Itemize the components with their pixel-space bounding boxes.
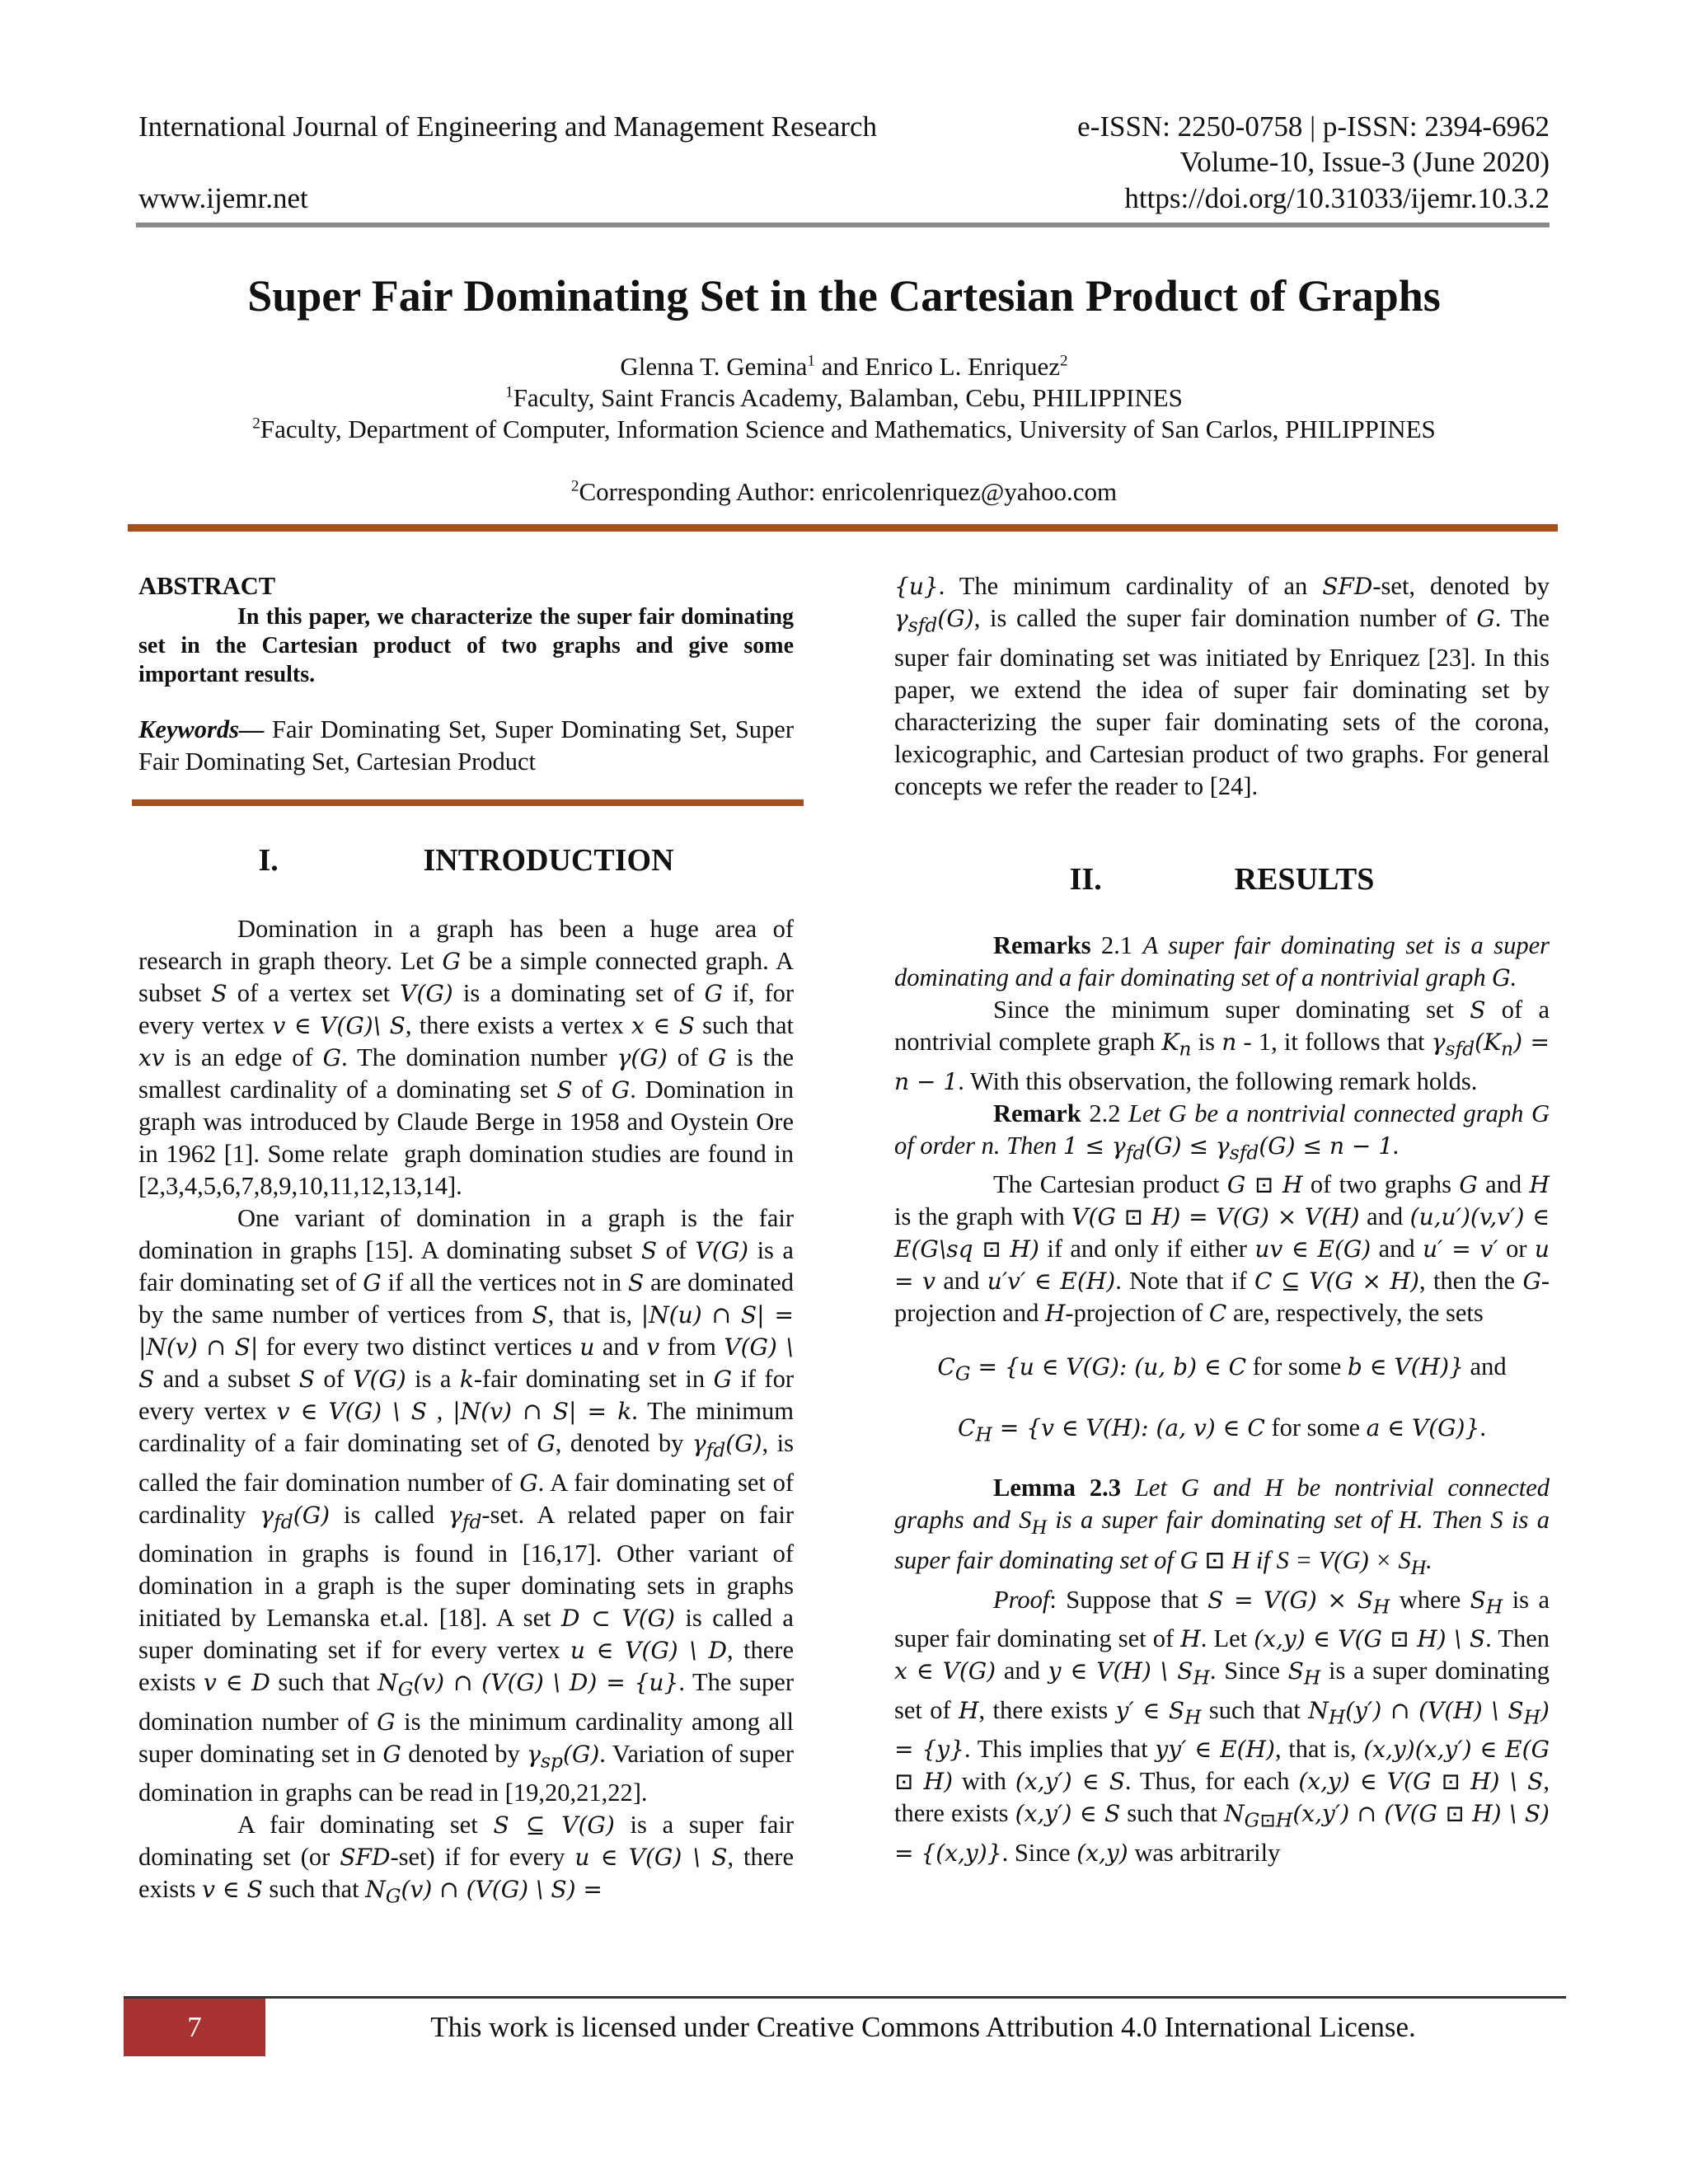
- results-text: Remarks 2.1 A super fair dominating set is a super dominating and a fair dominating set of a nontrivial graph G. Since the minimum super dominating set S of a nontrivial complete graph $K_n$ is n - 1, it follows that $\gamma_{sfd}(K_n) = n - 1$. With this observation, the following remark holds. Remark 2.2 Let G be a nontrivial connected graph G of order n. Then $1 \le \gamma_{fd}(G) \le \gamma_{sfd}(G) \le n - 1$. The Cartesian product G ⊡ H of two graphs G and H is the graph with V(G ⊡ H) = V(G) × V(H) and (u,u′)(v,v′) ∈ E(G\sq ⊡ H) if and only if either uv ∈ E(G) and u′ = v′ or u = v and u′v′ ∈ E(H). Note that if C ⊆ V(G × H), then the G-projection and H-projection of C are, respectively, the sets $C_G = \{u$ ∈ V(G): (u, b) ∈ C for some b ∈ V(H)} and $C_H = \{v$ ∈ V(H): (a, v) ∈ C for some a ∈ V(G)}. Lemma 2.3 Let G and H be nontrivial connected graphs and $S_H$ is a super fair dominating set of H. Then S is a super fair dominating set of G ⊡ H if $S = V(G) \times S_H$. Proof: Suppose that $S = V(G) \times S_H$ where $S_H$ is a super fair dominating set of H. Let (x,y) ∈ V(G ⊡ H) \ S. Then x ∈ V(G) and y ∈ V(H) \ $S_H$. Since $S_H$ is a super dominating set of H, there exists y′ ∈ $S_H$ such that $N_H(y')$ ∩ (V(H) \ $S_H) = \{y\}$. This implies that yy′ ∈ E(H), that is, (x,y)(x,y′) ∈ E(G ⊡ H) with (x,y′) ∈ S. Thus, for each (x,y) ∈ V(G ⊡ H) \ S, there exists (x,y′) ∈ S such that $N_{G⊡H}(x,y')$ ∩ (V(G ⊡ H) \ S) = {(x,y)}. Since (x,y) was arbitrarily: [894, 931, 1550, 1868]
- abstract-body: In this paper, we characterize the super fair dominating set in the Cartesian product of two graphs and give some important results.: [138, 604, 794, 687]
- paper-title: Super Fair Dominating Set in the Cartesian Product of Graphs: [247, 271, 1441, 321]
- author-2: Enrico L. Enriquez: [865, 352, 1060, 381]
- website-link[interactable]: www.ijemr.net: [138, 182, 308, 214]
- page-number: 7: [124, 1999, 265, 2056]
- right-column-intro: {u}. The minimum cardinality of an SFD-set, denoted by $\gamma_{sfd}(G)$, is called the super fair domination number of G. The super fair dominating set was initiated by Enriquez [23]. In this paper, we extend the idea of super fair dominating set by characterizing the super fair dominating sets of the corona, lexicographic, and Cartesian product of two graphs. For general concepts we refer the reader to [24].: [894, 572, 1550, 800]
- license-notice: This work is licensed under Creative Commons Attribution 4.0 International License.: [430, 2011, 1416, 2043]
- section-heading-introduction: I. INTRODUCTION: [258, 843, 674, 878]
- author-1: Glenna T. Gemina: [620, 352, 808, 381]
- abstract-heading: ABSTRACT: [138, 572, 276, 600]
- affiliation-1: $^1$Faculty, Saint Francis Academy, Balamban, Cebu, PHILIPPINES: [505, 383, 1183, 412]
- doi-link[interactable]: https://doi.org/10.31033/ijemr.10.3.2: [1124, 182, 1550, 214]
- abstract-divider: [132, 799, 804, 806]
- introduction-text: Domination in a graph has been a huge area of research in graph theory. Let G be a simple connected graph. A subset S of a vertex set V(G) is a dominating set of G if, for every vertex v ∈ V(G)\ S, there exists a vertex x ∈ S such that xv is an edge of G. The domination number γ(G) of G is the smallest cardinality of a dominating set S of G. Domination in graph was introduced by Claude Berge in 1958 and Oystein Ore in 1962 [1]. Some relate graph domination studies are found in [2,3,4,5,6,7,8,9,10,11,12,13,14]. One variant of domination in a graph is the fair domination in graphs [15]. A dominating subset S of V(G) is a fair dominating set of G if all the vertices not in S are dominated by the same number of vertices from S, that is, |N(u) ∩ S| = |N(v) ∩ S| for every two distinct vertices u and v from V(G) \ S and a subset S of V(G) is a k-fair dominating set in G if for every vertex v ∈ V(G) \ S , |N(v) ∩ S| = k. The minimum cardinality of a fair dominating set of G, denoted by $\gamma_{fd}(G)$, is called the fair domination number of G. A fair dominating set of cardinality $\gamma_{fd}(G)$ is called $\gamma_{fd}$-set. A related paper on fair domination in graphs is found in [16,17]. Other variant of domination in a graph is the super dominating sets in graphs initiated by Lemanska et.al. [18]. A set D ⊂ V(G) is called a super dominating set if for every vertex u ∈ V(G) \ D, there exists v ∈ D such that $N_G(v)$ ∩ (V(G) \ D) = {u}. The super domination number of G is the minimum cardinality among all super dominating set in G denoted by $\gamma_{sp}(G)$. Variation of super domination in graphs can be read in [19,20,21,22]. A fair dominating set S ⊆ V(G) is a super fair dominating set (or SFD-set) if for every u ∈ V(G) \ S, there exists v ∈ S such that $N_G(v)$ ∩ (V(G) \ S) =: [138, 915, 795, 1909]
- issn: e-ISSN: 2250-0758 | p-ISSN: 2394-6962: [1077, 110, 1550, 143]
- section-heading-results: II. RESULTS: [1069, 862, 1375, 897]
- affiliation-2: $^2$Faculty, Department of Computer, Information Science and Mathematics, University of San Carlos, PHILIPPINES: [252, 415, 1436, 443]
- corresponding-author: $^2$Corresponding Author: enricolenriquez@yahoo.com: [570, 477, 1118, 506]
- volume-issue: Volume-10, Issue-3 (June 2020): [1179, 146, 1550, 178]
- left-column: [138, 570, 794, 778]
- keywords: Keywords— Fair Dominating Set, Super Dominating Set, Super Fair Dominating Set, Cartesian Product: [138, 715, 794, 776]
- authors: Glenna T. Gemina$^1$ and Enrico L. Enriquez$^2$: [620, 352, 1068, 381]
- title-divider: [128, 524, 1558, 532]
- header-divider: [136, 223, 1550, 227]
- journal-name: International Journal of Engineering and Management Research: [138, 110, 878, 143]
